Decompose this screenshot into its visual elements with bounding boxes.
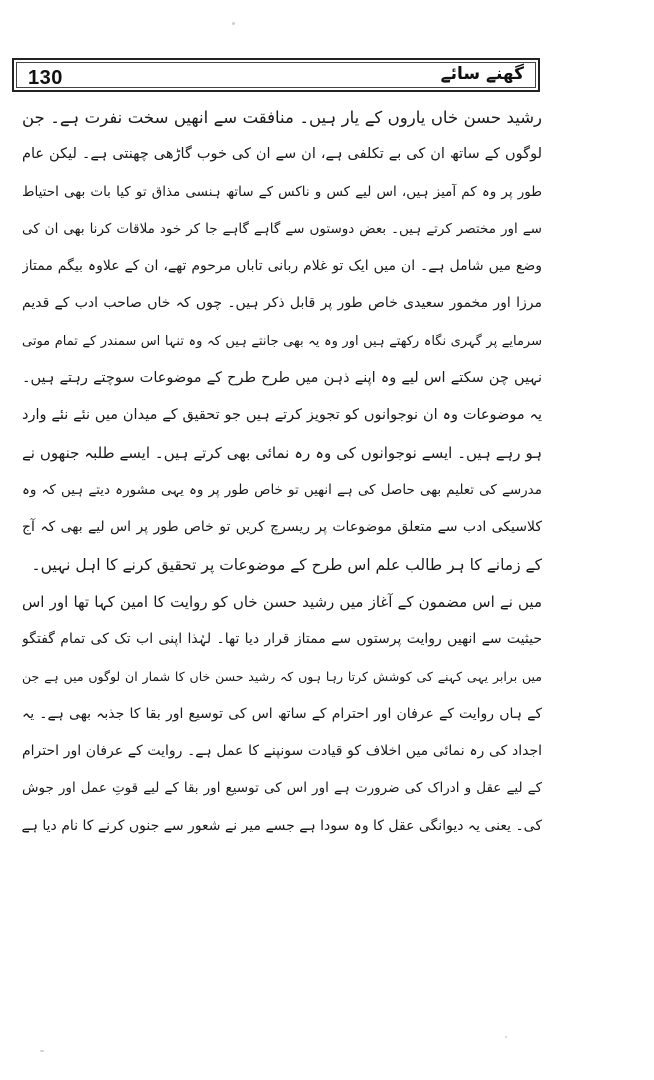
scan-speck [232,22,235,25]
text-line: سرمایے پر گہری نگاہ رکھتے ہیں اور وہ یہ بھی جانتے ہیں کہ وہ تنہا اس سمندر کے تمام موتی [22,333,542,349]
running-header [12,58,540,92]
text-line: کے ہاں روایت کے عرفان اور احترام کے ساتھ اس کی توسیع اور بقا کا جذبہ بھی ہے۔ یہ [22,705,542,722]
text-line: سے اور مختصر کرتے ہیں۔ بعض دوستوں سے گاہے گاہے جا کر خود ملاقات کرنا بھی ان کی [22,220,542,237]
running-title: گھنے سائے [440,64,524,84]
text-line: مدرسے کی تعلیم بھی حاصل کی ہے انھیں تو خاص طور پر وہ یہی مشورہ دیتے ہیں کہ وہ [22,481,542,498]
text-line: وضع میں شامل ہے۔ ان میں ایک تو غلام ربانی تاباں مرحوم تھے، ان کے علاوہ بیگم ممتاز [22,258,542,275]
text-line: نہیں چن سکتے اس لیے وہ اپنے ذہن میں طرح طرح کے موضوعات سوچتے رہتے ہیں۔ [22,370,542,387]
text-line: لوگوں کے ساتھ ان کی بے تکلفی ہے، ان سے ان کی خوب گاڑھی چھنتی ہے۔ لیکن عام [22,146,542,163]
paragraph-2 [22,584,542,845]
text-line: حیثیت سے انھیں روایت پرستوں سے ممتاز قرار دیا تھا۔ لہٰذا اپنی اب تک کی تمام گفتگو [22,631,542,648]
text-line: کے زمانے کا ہر طالب علم اس طرح کے موضوعات پر تحقیق کرنے کا اہل نہیں۔ [31,555,542,574]
text-line: یہ موضوعات وہ ان نوجوانوں کو تجویز کرتے ہیں جو تحقیق کے میدان میں نئے نئے وارد [22,407,542,424]
text-line: مرزا اور مخمور سعیدی خاص طور پر قابل ذکر ہیں۔ چوں کہ خاں صاحب ادب کے قدیم [22,295,542,312]
paragraph-1 [22,99,542,584]
page-number: 130 [28,67,63,89]
text-line: کے لیے عقل و ادراک کی ضرورت ہے اور اس کی توسیع اور بقا کے لیے قوتِ عمل اور جوش [22,780,542,797]
text-line: رشید حسن خاں یاروں کے یار ہیں۔ منافقت سے انھیں سخت نفرت ہے۔ جن [22,108,542,127]
text-line: طور پر وہ کم آمیز ہیں، اس لیے کس و ناکس کے ساتھ ہنسی مذاق تو کیا بات بھی احتیاط [22,183,542,200]
text-line: کی۔ یعنی یہ دیوانگی عقل کا وہ سودا ہے جسے میر نے شعور سے جنوں کرنے کا نام دیا ہے [22,817,542,834]
text-line: اجداد کی رہ نمائی میں اخلاف کو قیادت سونپنے کا عمل ہے۔ روایت کے عرفان اور احترام [22,743,542,760]
text-line: میں برابر یہی کہنے کی کوشش کرتا رہا ہوں کہ رشید حسن خاں کا شمار ان لوگوں میں ہے جن [22,669,542,685]
text-line: ہو رہے ہیں۔ ایسے نوجوانوں کی وہ رہ نمائی بھی کرتے ہیں۔ ایسے طلبہ جنھوں نے [22,443,542,462]
body-text [22,99,542,845]
text-line: میں نے اس مضمون کے آغاز میں رشید حسن خاں کو روایت کا امین کہا تھا اور اس [22,592,542,611]
scan-speck [40,1050,44,1052]
text-line: کلاسیکی ادب سے متعلق موضوعات پر ریسرچ کریں تو خاص طور پر اس لیے بھی کہ آج [22,519,542,536]
scan-speck [505,1036,507,1038]
